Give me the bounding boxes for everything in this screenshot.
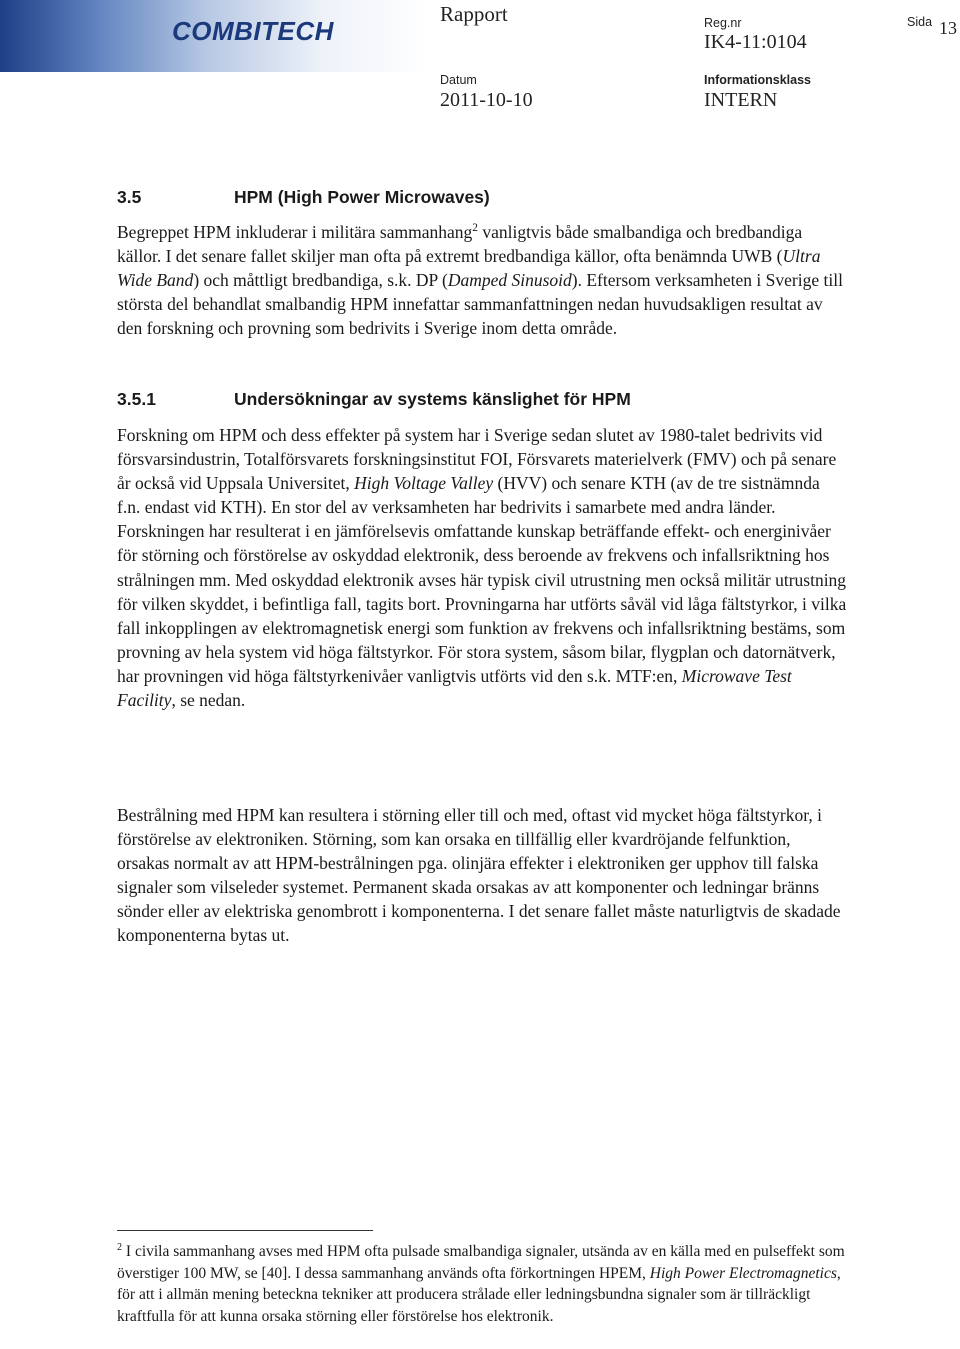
paragraph-hpm-definition: Begreppet HPM inkluderar i militära sammanhang$^2$ vanligtvis både smalbandiga och bredbandiga källor. I det senare fallet skiljer man ofta på extremt bredbandiga källor, ofta benämnda UWB (Ultra Wide Band) och måttligt bredbandiga, s.k. DP (Damped Sinusoid). Eftersom verksamheten i Sverige till största del behandlat smalbandig HPM innefattar sammanfattningen nedan huvudsakligen resultat av den forskning och provning som bedrivits i Sverige inom detta område. [117, 222, 843, 339]
sida-value: 13 [939, 18, 957, 38]
combitech-logo: COMBITECH [172, 16, 334, 46]
footnote-reference: 2 [472, 222, 478, 235]
sida-label: Sida [907, 15, 933, 29]
informationsklass-value: INTERN [704, 89, 778, 111]
regnr-value: IK4-11:0104 [704, 31, 807, 53]
informationsklass-label: Informationsklass [704, 73, 811, 87]
regnr-label: Reg.nr [704, 16, 742, 30]
section-title: HPM (High Power Microwaves) [234, 187, 490, 207]
subsection-number: 3.5.1 [117, 389, 156, 409]
datum-value: 2011-10-10 [440, 89, 533, 111]
document-type: Rapport [440, 2, 508, 26]
subsection-title: Undersökningar av systems känslighet för HPM [234, 389, 631, 409]
footnote: $^2$ I civila sammanhang avses med HPM ofta pulsade smalbandiga signaler, utsända av en källa med en pulseffekt som överstiger 100 MW, se [40]. I dessa sammanhang används ofta förkortningen HPEM, High Power Electromagnetics, för att i allmän mening beteckna tekniker att producera strålade eller ledningsbundna signaler som är tillräckligt kraftfulla för att kunna orsaka störning eller förstörelse hos elektronik. [117, 1241, 845, 1325]
footnote-marker: 2 [117, 1241, 123, 1253]
paragraph-irradiation: Bestrålning med HPM kan resultera i störning eller till och med, oftast vid mycket höga fältstyrkor, i förstörelse av elektroniken. Störning, som kan orsaka en tillfällig eller kvardröjande felfunktion, orsakas normalt av att HPM-bestrålningen pga. olinjära effekter i elektroniken ger upphov till falska signaler som vilseleder systemet. Permanent skada orsakas av att komponenter och ledningar bränns sönder eller av elektriska genombrott i komponenterna. I det senare fallet måste naturligtvis de skadade komponenterna bytas ut. [117, 805, 841, 946]
paragraph-research: Forskning om HPM och dess effekter på system har i Sverige sedan slutet av 1980-talet bedrivits vid försvarsindustrin, Totalförsvarets forskningsinstitut FOI, Försvarets materielverk (FMV) och på senare år också vid Uppsala Universitet, High Voltage Valley (HVV) och senare KTH (av de tre sistnämnda f.n. endast vid KTH). En stor del av verksamheten har bedrivits i samarbete med andra länder. Forskningen har resulterat i en jämförelsevis omfattande kunskap beträffande effekt- och energinivåer för störning och förstörelse av oskyddad elektronik, dess beroende av frekvens och infallsriktning hos strålningen mm. Med oskyddad elektronik avses här typisk civil utrustning men också militär utrustning för vilken skyddet, i befintliga fall, tagits bort. Provningarna har utförts såväl vid låga fältstyrkor, i vilka fall inkopplingen av elektromagnetisk energi som funktion av frekvens och infallsriktning bestäms, som provning av hela system vid höga fältstyrkor. För stora system, såsom bilar, flygplan och datornätverk, har provningen vid höga fältstyrkenivåer vanligtvis utförts vid den s.k. MTF:en, Microwave Test Facility, se nedan. [117, 425, 847, 711]
datum-label: Datum [440, 73, 477, 87]
section-number: 3.5 [117, 187, 142, 207]
footnote-separator [117, 1230, 373, 1231]
